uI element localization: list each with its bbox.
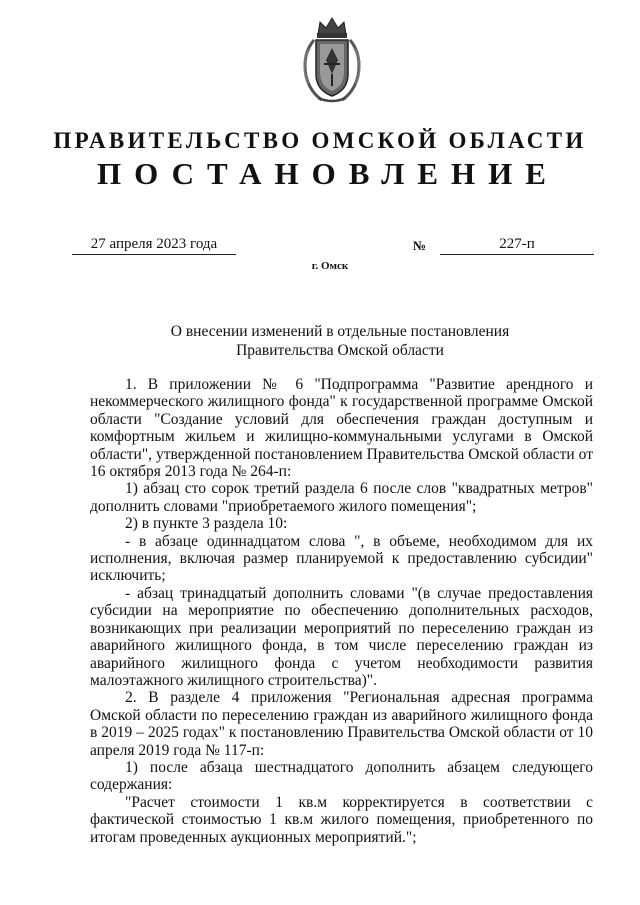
paragraph: - абзац тринадцатый дополнить словами "(в случае предоставления субсидии на мероприятие по обеспечению дополнительных расходов, возникающих при реализации мероприятий по переселению граждан из аварийного жилищного фонда, в том числе переселению граждан из аварийного жилищного фонда с учетом необходимости развития малоэтажного жилищного строительства)".: [90, 584, 593, 689]
document-title: [60, 322, 620, 360]
paragraph: 2) в пункте 3 раздела 10:: [125, 515, 288, 533]
document-date: 27 апреля 2023 года: [72, 236, 236, 255]
paragraph: 2. В разделе 4 приложения "Региональная адресная программа Омской области по переселению граждан из аварийного жилищного фонда в 2019 – 2025 годах" к постановлению Правительства Омской области от 10 апреля 2019 года № 117-п:: [90, 689, 593, 759]
paragraph: 1) после абзаца шестнадцатого дополнить абзацем следующего содержания:: [90, 758, 593, 794]
city: г. Омск: [311, 260, 349, 272]
paragraph: "Расчет стоимости 1 кв.м корректируется в соответствии с фактической стоимостью 1 кв.м жилого помещения, приобретенного по итогам проведенных аукционных мероприятий.";: [90, 793, 593, 846]
number-sign: №: [413, 238, 427, 253]
document-body: [90, 376, 593, 846]
paragraph: 1. В приложении № 6 "Подпрограмма "Развитие арендного и некоммерческого жилищного фонда" к государственной программе Омской области "Создание условий для обеспечения граждан доступным и комфортным жильем и жилищно-коммунальными услугами в Омской области", утвержденной постановлением Правительства Омской области от 16 октября 2013 года № 264-п:: [90, 376, 593, 481]
paragraph: 1) абзац сто сорок третий раздела 6 после слов "квадратных метров" дополнить словами "приобретаемого жилого помещения";: [90, 480, 593, 515]
coat-of-arms-emblem: [296, 14, 368, 106]
title-line-2: Правительства Омской области: [236, 342, 444, 359]
paragraph: - в абзаце одиннадцатом слова ", в объеме, необходимом для их исполнения, включая размер планируемой к предоставлению субсидии" исключить;: [90, 532, 593, 585]
document-number: 227-п: [440, 236, 594, 255]
document-type: ПОСТАНОВЛЕНИЕ: [97, 156, 559, 191]
government-name: ПРАВИТЕЛЬСТВО ОМСКОЙ ОБЛАСТИ: [53, 128, 587, 153]
title-line-1: О внесении изменений в отдельные постановления: [170, 323, 510, 340]
